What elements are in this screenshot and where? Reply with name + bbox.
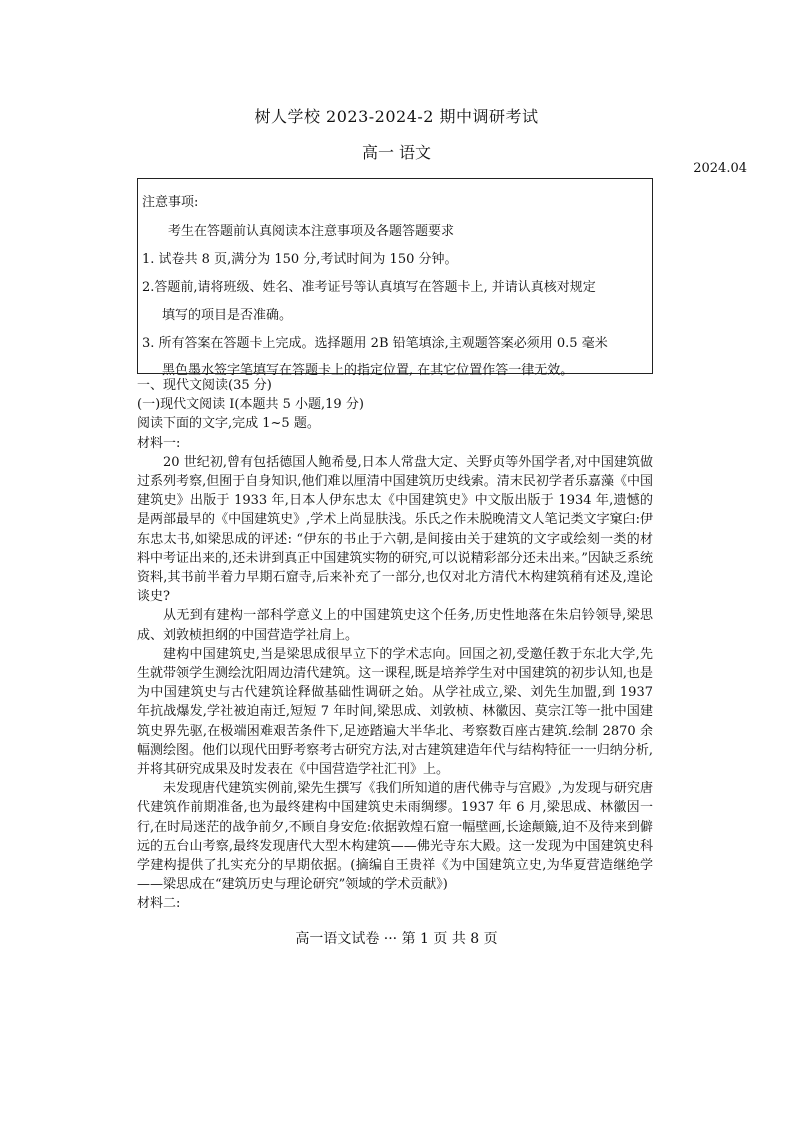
reading-instruction: 阅读下面的文字,完成 1~5 题。 — [137, 416, 320, 432]
notice-item-2-cont: 填写的项目是否准确。 — [162, 308, 293, 323]
material-1-paragraph-2: 从无到有建构一部科学意义上的中国建筑史这个任务,历史性地落在朱启钤领导,梁思成、刘敦桢担纲的中国营造学社肩上。 — [137, 608, 653, 643]
material-1-paragraph-4: 未发现唐代建筑实例前,梁先生撰写《我们所知道的唐代佛寺与宫殿》,为发现与研究唐代建筑作前期准备,也为最终建构中国建筑史未雨绸缪。1937 年 6 月,梁思成、林徽因一行,在时局迷茫的战争前夕,不顾自身安危:依据敦煌石窟一幅壁画,长途颠簸,迫不及待来到僻远的五台山考察,最终发现唐代大型木构建筑——佛光寺东大殿。这一发现为中国建筑史科学建构提供了扎实充分的早期依据。(摘编自王贵祥《为中国建筑立史,为华夏营造继绝学——梁思成在“建筑历史与理论研究”领域的学术贡献》) — [137, 781, 653, 893]
exam-date: 2024.04 — [693, 161, 747, 176]
notice-item-1: 1. 试卷共 8 页,满分为 150 分,考试时间为 150 分钟。 — [142, 252, 458, 267]
material-1-paragraph-1: 20 世纪初,曾有包括德国人鲍希曼,日本人常盘大定、关野贞等外国学者,对中国建筑做过系列考察,但囿于自身知识,他们难以厘清中国建筑历史线索。清末民初学者乐嘉藻《中国建筑史》出版于 1933 年,日本人伊东忠太《中国建筑史》中文版出版于 1934 年,遗憾的是两部最早的《中国建筑史》,学术上尚显肤浅。乐氏之作未脱晚清文人笔记类文字窠臼:伊东忠太书,如梁思成的评述: “伊东的书止于六朝,是间接由关于建筑的文字或绘刻一类的材料中考证出来的,还未讲到真正中国建筑实物的研究,可以说精彩部分还未出来。”因缺乏系统资料,其书前半着力早期石窟寺,后来补充了一部分,也仅对北方清代木构建筑稍有述及,遑论谈史? — [137, 454, 653, 605]
notice-intro: 考生在答题前认真阅读本注意事项及各题答题要求 — [168, 224, 455, 239]
notice-item-3-cont: 黑色墨水签字笔填写在答题卡上的指定位置, 在其它位置作答一律无效。 — [162, 363, 574, 378]
material-1-paragraph-3: 建构中国建筑史,当是梁思成很早立下的学术志向。回国之初,受邀任教于东北大学,先生就带领学生测绘沈阳周边清代建筑。这一课程,既是培养学生对中国建筑的初步认知,也是为中国建筑史与古代建筑诠释做基础性调研之始。从学社成立,梁、刘先生加盟,到 1937 年抗战爆发,学社被迫南迁,短短 7 年时间,梁思成、刘敦桢、林徽因、莫宗江等一批中国建筑史界先驱,在极端困难艰苦条件下,足迹踏遍大半华北、考察数百座古建筑.绘制 2870 余幅测绘图。他们以现代田野考察考古研究方法,对古建筑建造年代与结构特征一一归纳分析,并将其研究成果及时发表在《中国营造学社汇刊》上。 — [137, 646, 653, 778]
exam-subtitle: 高一 语文 — [361, 143, 432, 162]
material-2-label: 材料二: — [137, 896, 181, 912]
section-heading: 一、现代文阅读(35 分) — [137, 378, 272, 393]
page-footer: 高一语文试卷 ··· 第 1 页 共 8 页 — [295, 931, 498, 947]
reading-section — [137, 376, 653, 914]
exam-title: 树人学校 2023-2024-2 期中调研考试 — [254, 107, 539, 126]
material-1-label: 材料一: — [137, 435, 181, 451]
subsection-heading: (一)现代文阅读 I(本题共 5 小题,19 分) — [137, 397, 364, 413]
notice-heading: 注意事项: — [142, 195, 199, 210]
notice-item-3: 3. 所有答案在答题卡上完成。选择题用 2B 铅笔填涂,主观题答案必须用 0.5 毫米 — [142, 336, 608, 351]
notice-item-2: 2.答题前,请将班级、姓名、准考证号等认真填写在答题卡上, 并请认真核对规定 — [142, 280, 596, 295]
notice-box — [137, 178, 653, 378]
